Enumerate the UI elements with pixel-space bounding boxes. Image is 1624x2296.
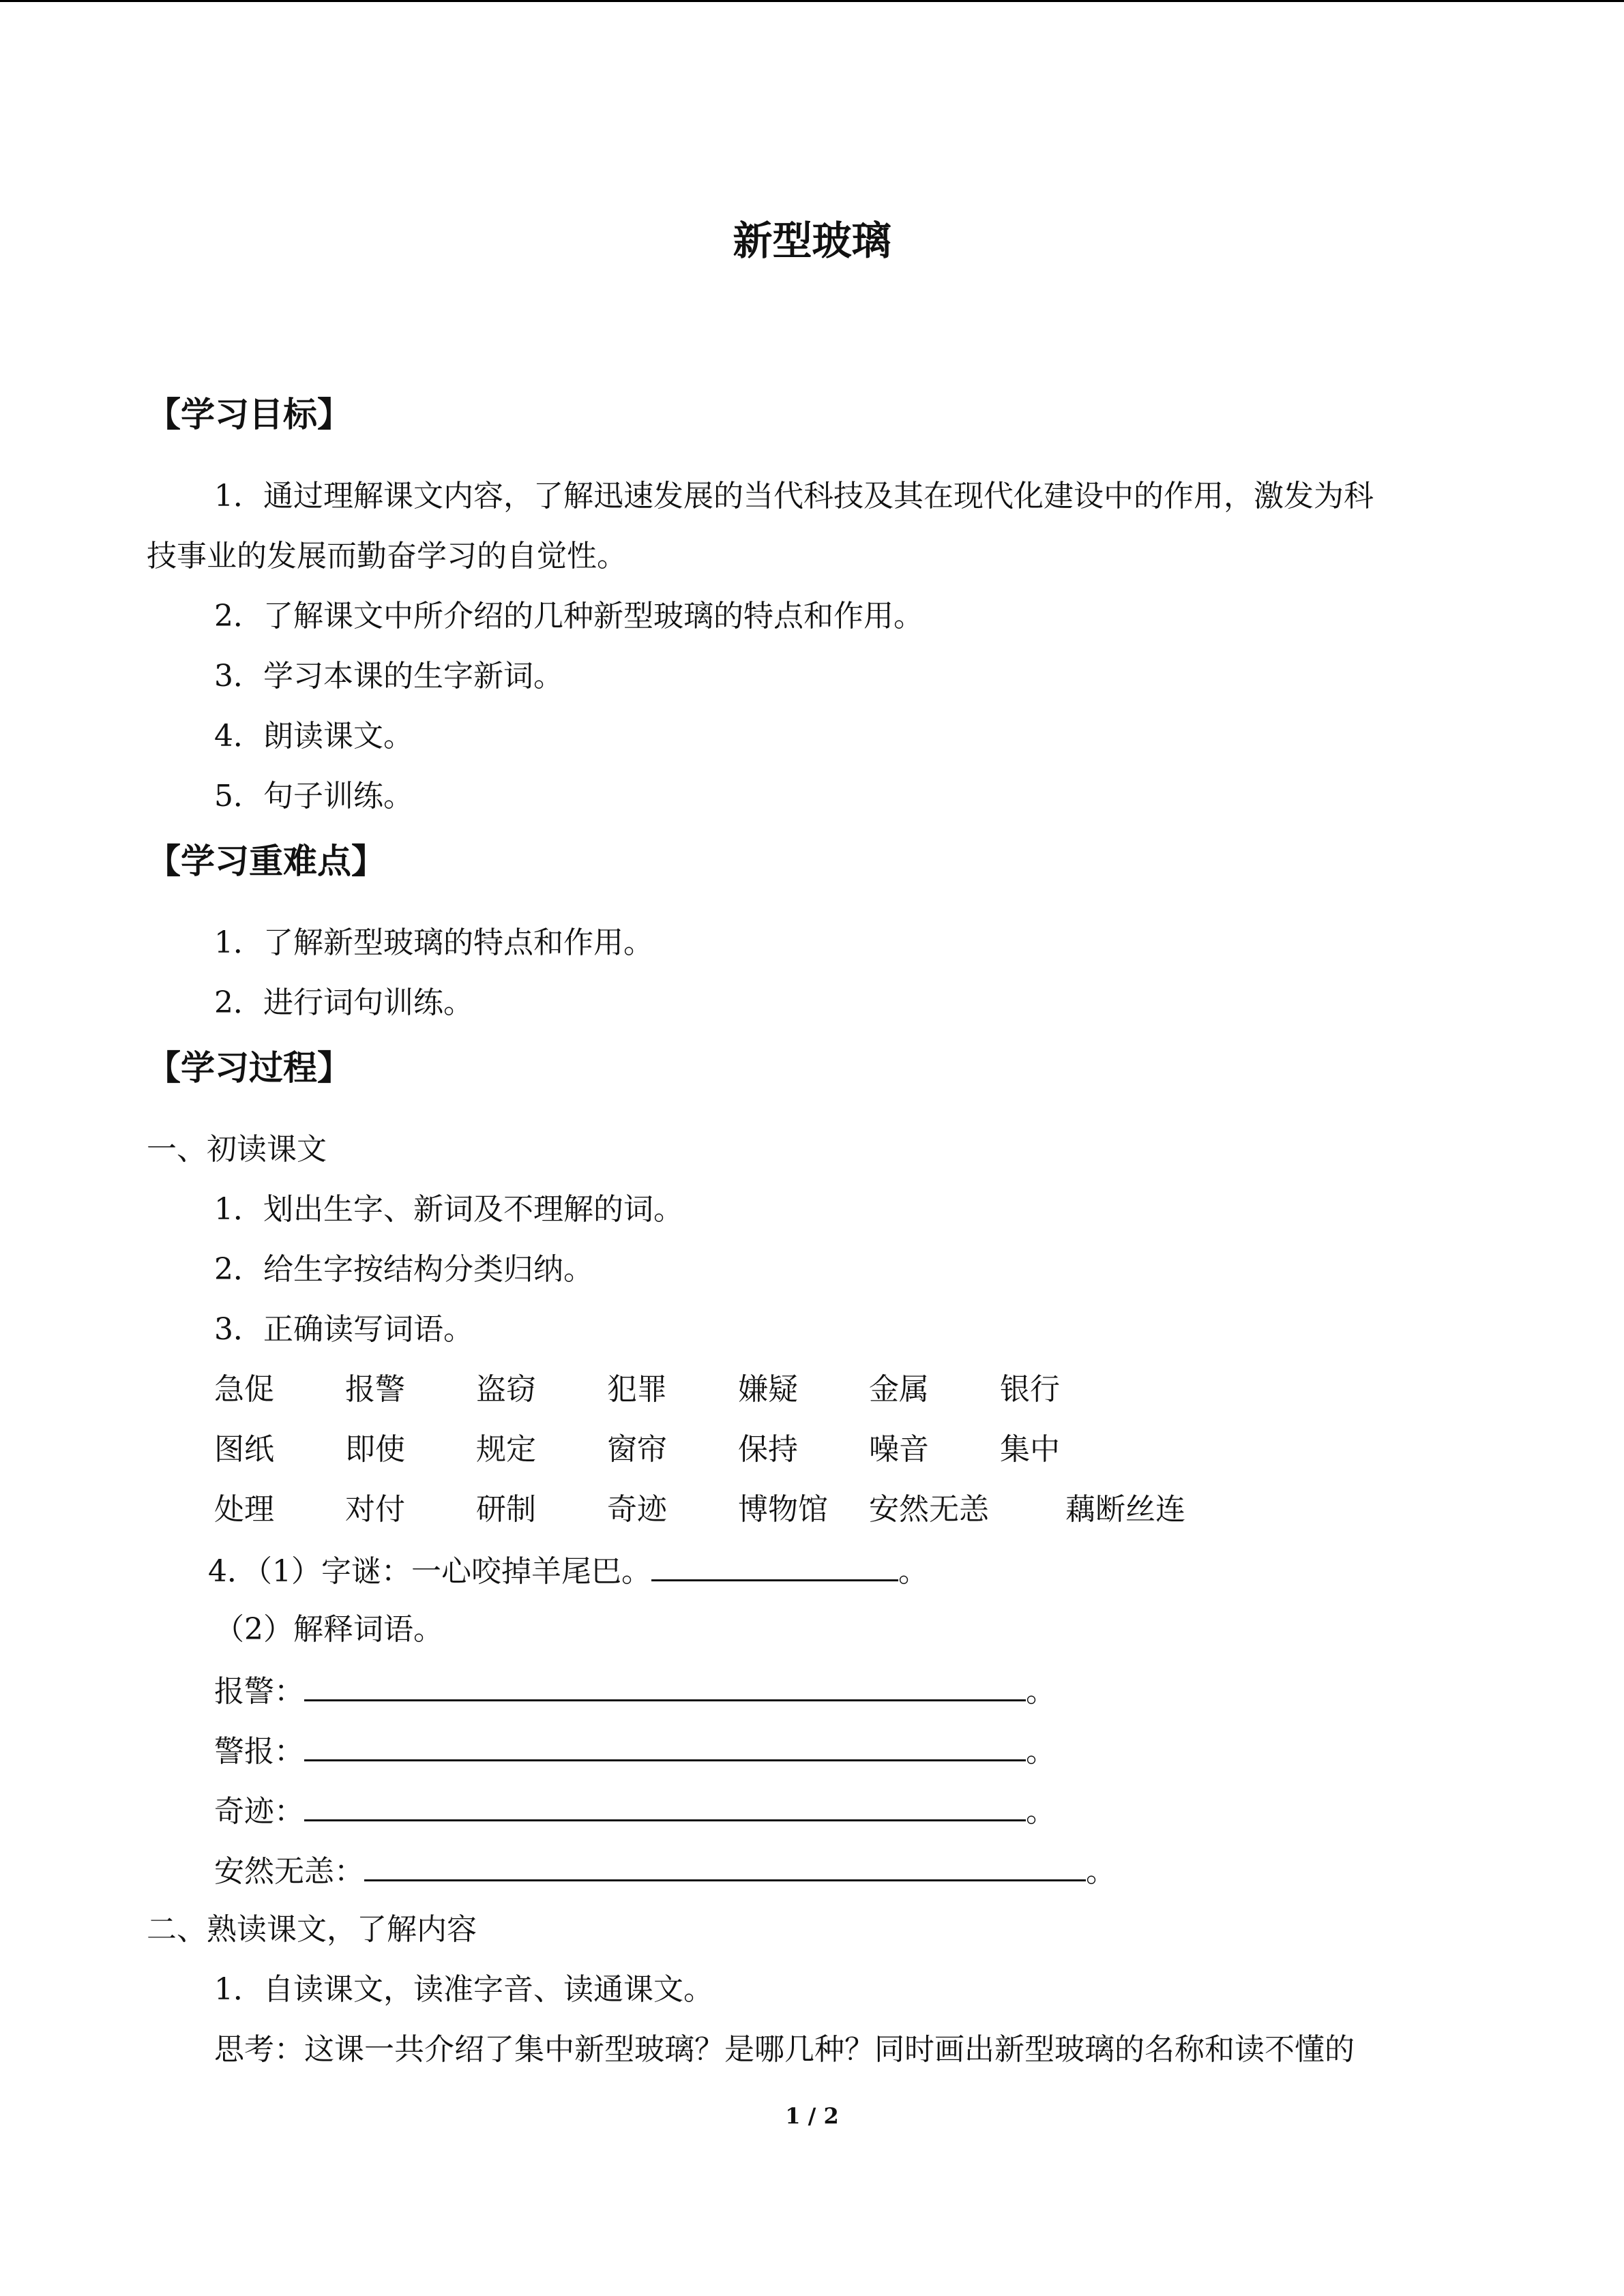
vocab-word: 图纸 [214,1432,274,1467]
riddle-text: 4．（1）字谜：一心咬掉羊尾巴。 [208,1554,651,1589]
explain-blank[interactable] [304,1729,1026,1761]
explain-period: 。 [1026,1734,1056,1769]
vocab-word: 窗帘 [607,1432,667,1467]
explain-period: 。 [1026,1794,1056,1829]
part1-item-2: 2．给生字按结构分类归纳。 [214,1252,593,1287]
section-heading-process: 【学习过程】 [147,1048,351,1088]
goal-item-1-continued: 技事业的发展而勤奋学习的自觉性。 [147,539,627,573]
key-point-2: 2．进行词句训练。 [214,985,473,1020]
explain-blank[interactable] [364,1849,1086,1881]
goal-item-3: 3．学习本课的生字新词。 [214,659,563,694]
part2-item-1: 1．自读课文，读准字音、读通课文。 [214,1972,713,2007]
explain-term: 报警： [214,1674,304,1709]
goal-item-4: 4．朗读课文。 [214,719,413,754]
explain-line-4 [214,1849,1116,1892]
document-title: 新型玻璃 [733,218,891,264]
vocab-word: 即使 [345,1432,405,1467]
explain-line-2 [214,1729,1056,1772]
part2-title: 二、熟读课文，了解内容 [147,1912,477,1947]
explain-title: （2）解释词语。 [214,1612,443,1647]
vocab-word: 博物馆 [738,1492,828,1527]
explain-term: 安然无恙： [214,1854,364,1889]
section-heading-key-points: 【学习重难点】 [147,841,385,881]
vocab-word: 报警 [345,1372,405,1407]
goal-item-2: 2．了解课文中所介绍的几种新型玻璃的特点和作用。 [214,599,924,633]
riddle-answer-blank[interactable] [651,1549,898,1581]
vocab-word: 对付 [345,1492,405,1527]
vocab-word: 保持 [738,1432,798,1467]
explain-period: 。 [1026,1674,1056,1709]
explain-blank[interactable] [304,1669,1026,1701]
vocab-word: 集中 [1000,1432,1060,1467]
vocab-word: 安然无恙 [869,1492,989,1527]
vocab-word: 银行 [1000,1372,1060,1407]
vocab-word: 奇迹 [607,1492,667,1527]
riddle-period: 。 [898,1554,928,1589]
section-heading-goals: 【学习目标】 [147,395,351,434]
riddle-line [208,1549,928,1592]
page-number: 1 / 2 [785,2103,839,2129]
explain-line-3 [214,1789,1056,1832]
part1-item-1: 1．划出生字、新词及不理解的词。 [214,1192,683,1227]
goal-item-1: 1．通过理解课文内容，了解迅速发展的当代科技及其在现代化建设中的作用，激发为科 [214,479,1374,513]
vocab-word: 急促 [214,1372,274,1407]
vocab-word: 噪音 [869,1432,929,1467]
vocab-word: 处理 [214,1492,274,1527]
explain-period: 。 [1086,1854,1116,1889]
part1-title: 一、初读课文 [147,1132,327,1167]
goal-item-5: 5．句子训练。 [214,779,413,814]
part2-think: 思考：这课一共介绍了集中新型玻璃？是哪几种？同时画出新型玻璃的名称和读不懂的 [214,2032,1355,2067]
vocab-word: 规定 [476,1432,536,1467]
key-point-1: 1．了解新型玻璃的特点和作用。 [214,925,653,960]
explain-term: 警报： [214,1734,304,1769]
part1-item-3: 3．正确读写词语。 [214,1312,473,1347]
explain-blank[interactable] [304,1789,1026,1821]
explain-line-1 [214,1669,1056,1712]
vocab-word: 盗窃 [476,1372,536,1407]
vocab-word: 金属 [869,1372,929,1407]
vocab-word: 研制 [476,1492,536,1527]
explain-term: 奇迹： [214,1794,304,1829]
vocab-word: 藕断丝连 [1065,1492,1185,1527]
vocab-word: 犯罪 [607,1372,667,1407]
vocab-word: 嫌疑 [738,1372,798,1407]
